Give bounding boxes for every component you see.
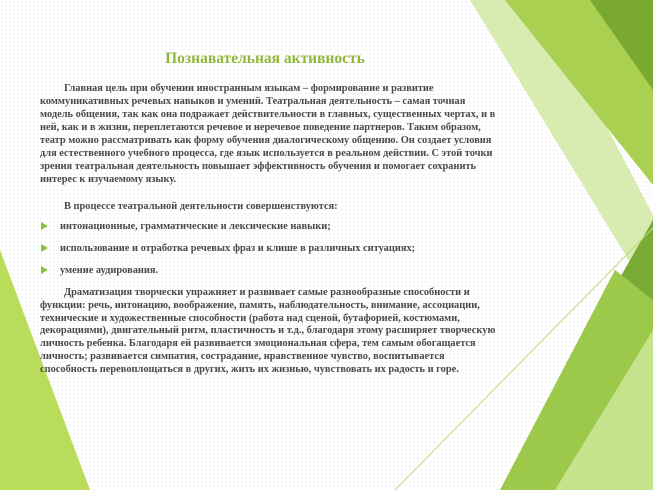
bullet-item	[40, 264, 498, 277]
triangle-bullet-icon	[41, 244, 48, 252]
bullet-text: использование и отработка речевых фраз и клише в различных ситуациях;	[60, 243, 416, 254]
bullet-item	[40, 242, 498, 255]
bullet-list	[40, 220, 498, 277]
bullet-text: умение аудирования.	[60, 265, 159, 276]
intro-paragraph: Главная цель при обучении иностранным языкам – формирование и развитие коммуникативных речевых навыков и умений. Театральная деятельность – самая точная модель общения, так как она подражает действительности в главных, существенных чертах, и в ней, как и в жизни, переплетаются речевое и неречевое поведение партнеров. Таким образом, театр можно рассматривать как форму обучения диалогическому общению. Он создает условия для естественного учебного процесса, где язык используется в реальном действии. С этой точки зрения театральная деятельность повышает эффективность обучения и помогает сохранить интерес к изучаемому языку.	[40, 83, 496, 185]
closing-paragraph: Драматизация творчески упражняет и развивает самые разнообразные способности и функции: речь, интонацию, воображение, память, наблюдательность, внимание, ассоциации, технические и художественные способности (работа над сценой, бутафорией, костюмами, декорациями), двигательный ритм, пластичность и т.д., благодаря этому расширяет творческую личность ребенка. Благодаря ей развивается эмоциональная сфера, тем самым обогащается личность; развивается симпатия, сострадание, нравственное чувство, воспитывается способность перевоплощаться в других, жить их жизнью, чувствовать их радость и горе.	[40, 287, 496, 375]
bullet-item	[40, 220, 498, 233]
triangle-bullet-icon	[41, 266, 48, 274]
subheading: В процессе театральной деятельности совершенствуются:	[64, 201, 338, 212]
slide-title: Познавательная активность	[165, 50, 365, 67]
triangle-bullet-icon	[41, 222, 48, 230]
slide-content	[40, 82, 498, 377]
bullet-text: интонационные, грамматические и лексические навыки;	[60, 221, 331, 232]
